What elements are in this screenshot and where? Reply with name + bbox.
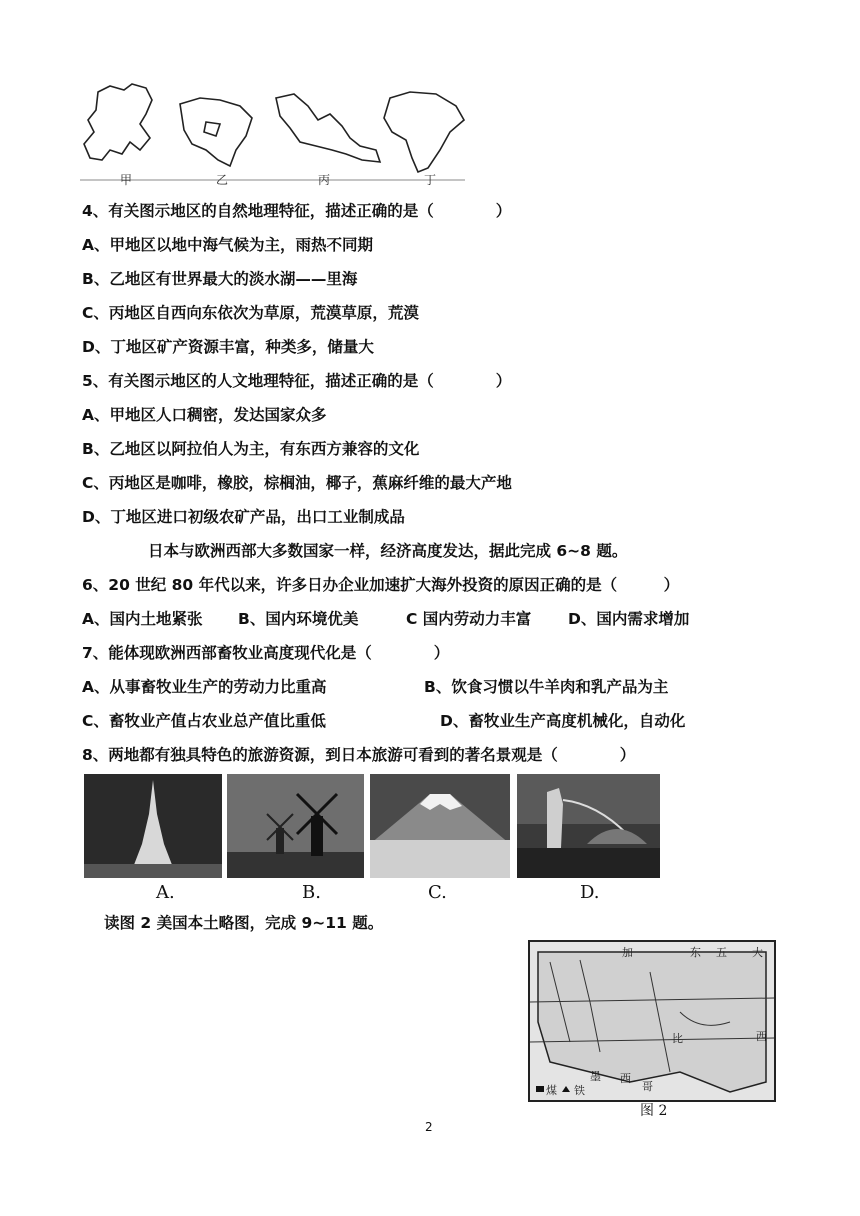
q6-option-c: C 国内劳动力丰富 (406, 610, 532, 628)
map-text-xi2: 西 (620, 1072, 631, 1085)
map-text-bi: 比 (672, 1032, 683, 1045)
q5-option-d: D、丁地区进口初级农矿产品，出口工业制成品 (82, 508, 405, 526)
q5-stem: 5、有关图示地区的人文地理特征，描述正确的是（ ） (82, 372, 512, 390)
map-legend-coal: 煤 (546, 1084, 557, 1097)
map-label-ding: 丁 (424, 173, 437, 187)
photo-merlion (517, 774, 660, 878)
q6-option-b: B、国内环境优美 (238, 610, 359, 628)
map-text-dong: 东 (690, 946, 701, 959)
photo-label-b: B. (302, 882, 321, 903)
q4-option-d: D、丁地区矿产资源丰富，种类多，储量大 (82, 338, 374, 356)
q7-option-c: C、畜牧业产值占农业总产值比重低 (82, 712, 326, 730)
map-label-bing: 丙 (318, 173, 331, 187)
map-text-jia: 加 (622, 946, 633, 959)
map-text-wu: 五 (716, 946, 727, 959)
q7-stem: 7、能体现欧洲西部畜牧业高度现代化是（ ） (82, 644, 450, 662)
map-legend-iron: 铁 (574, 1084, 585, 1097)
map-yi-westasia (180, 98, 252, 166)
q4-option-b: B、乙地区有世界最大的淡水湖——里海 (82, 270, 358, 288)
map-text-xi: 西 (756, 1030, 767, 1043)
photo-eiffel-tower (84, 774, 222, 878)
q4-stem: 4、有关图示地区的自然地理特征，描述正确的是（ ） (82, 202, 512, 220)
map-jia-europe (84, 84, 152, 160)
map-label-yi: 乙 (216, 173, 229, 187)
q6-option-d: D、国内需求增加 (568, 610, 690, 628)
q4-option-a: A、甲地区以地中海气候为主，雨热不同期 (82, 236, 373, 254)
q7-option-b: B、饮食习惯以牛羊肉和乳产品为主 (424, 678, 669, 696)
region-outline-maps (80, 80, 465, 190)
map-bing-southeastasia (276, 94, 380, 162)
photo-mount-fuji (370, 774, 510, 878)
us-mainland-map (528, 940, 776, 1102)
map-ding-africa (384, 92, 464, 172)
map-label-jia: 甲 (120, 173, 133, 187)
photo-label-c: C. (428, 882, 447, 903)
q7-option-a: A、从事畜牧业生产的劳动力比重高 (82, 678, 327, 696)
q5-option-c: C、丙地区是咖啡，橡胶，棕榈油，椰子，蕉麻纤维的最大产地 (82, 474, 512, 492)
q4-option-c: C、丙地区自西向东依次为草原，荒漠草原，荒漠 (82, 304, 419, 322)
photo-label-d: D. (580, 882, 600, 903)
photo-label-a: A. (156, 882, 175, 903)
q5-option-a: A、甲地区人口稠密，发达国家众多 (82, 406, 327, 424)
map-text-ge: 哥 (642, 1080, 653, 1093)
q6-option-a: A、国内土地紧张 (82, 610, 203, 628)
intro-6-8: 日本与欧洲西部大多数国家一样，经济高度发达，据此完成 6~8 题。 (148, 542, 628, 560)
map-text-da: 大 (752, 946, 763, 959)
figure-2-caption: 图 2 (640, 1103, 668, 1119)
q6-stem: 6、20 世纪 80 年代以来，许多日办企业加速扩大海外投资的原因正确的是（ ） (82, 576, 680, 594)
intro-9-11: 读图 2 美国本土略图，完成 9~11 题。 (104, 914, 384, 932)
q8-stem: 8、两地都有独具特色的旅游资源，到日本旅游可看到的著名景观是（ ） (82, 746, 636, 764)
page-number: 2 (425, 1120, 433, 1134)
photo-windmills (227, 774, 364, 878)
q5-option-b: B、乙地区以阿拉伯人为主，有东西方兼容的文化 (82, 440, 420, 458)
map-text-mo: 墨 (590, 1070, 601, 1083)
q7-option-d: D、畜牧业生产高度机械化，自动化 (440, 712, 686, 730)
